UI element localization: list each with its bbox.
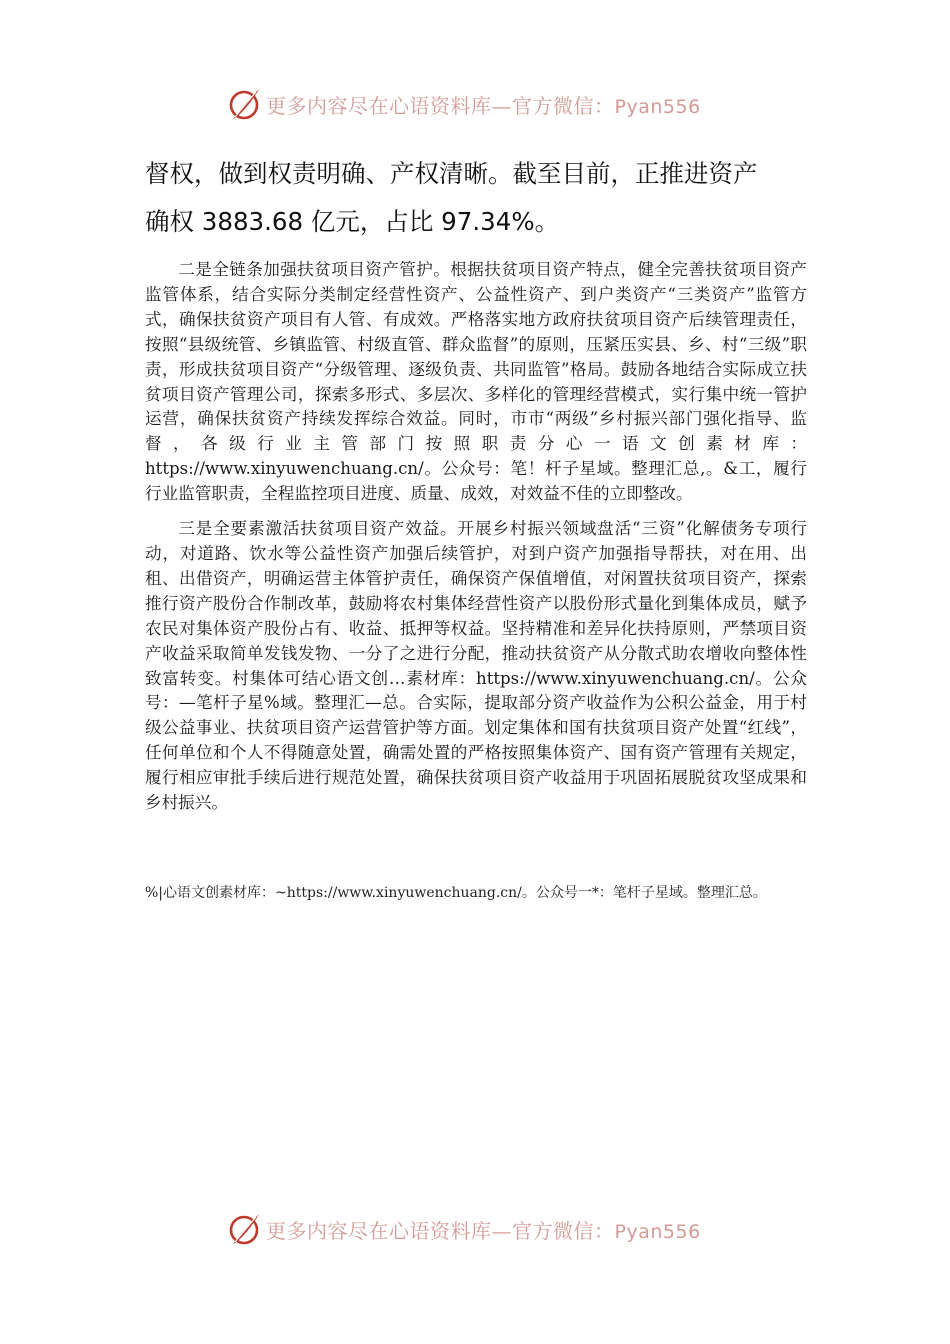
body-text [145,258,807,816]
paragraph: 二是全链条加强扶贫项目资产管护。根据扶贫项目资产特点，健全完善扶贫项目资产监管体系，结合实际分类制定经营性资产、公益性资产、到户类资产“三类资产”监管方式，确保扶贫资产项目有人管、有成效。严格落实地方政府扶贫项目资产后续管理责任，按照“县级统管、乡镇监管、村级直管、群众监督”的原则，压紧压实县、乡、村“三级”职责，形成扶贫项目资产“分级管理、逐级负责、共同监管”格局。鼓励各地结合实际成立扶贫项目资产管理公司，探索多形式、多层次、多样化的管理经营模式，实行集中统一管护运营，确保扶贫资产持续发挥综合效益。同时，市市“两级”乡村振兴部门强化指导、监督，各级行业主管部门按照职责分心一语文创素材库：https://www.xinyuwenchuang.cn/。公众号：笔！杆子星域。整理汇总,。&工，履行行业监管职责，全程监控项目进度、质量、成效，对效益不佳的立即整改。 [145,260,807,504]
lead-line: 确权 3883.68 亿元，占比 97.34%。 [145,207,560,236]
banner-handle: Pyan556 [614,1220,701,1243]
banner-handle: Pyan556 [614,95,701,118]
quill-pen-logo-icon [226,1211,262,1247]
paragraph: 三是全要素激活扶贫项目资产效益。开展乡村振兴领域盘活“三资”化解债务专项行动，对道路、饮水等公益性资产加强后续管护，对到户资产加强指导帮扶，对在用、出租、出借资产，明确运营主体管护责任，确保资产保值增值，对闲置扶贫项目资产，探索推行资产股份合作制改革，鼓励将农村集体经营性资产以股份形式量化到集体成员，赋予农民对集体资产股份占有、收益、抵押等权益。坚持精准和差异化扶持原则，严禁项目资产收益采取简单发钱发物、一分了之进行分配，推动扶贫资产从分散式助农增收向整体性致富转变。村集体可结心语文创…素材库：https://www.xinyuwenchuang.cn/。公众号：—笔杆子星%域。整理汇—总。合实际，提取部分资产收益作为公积公益金，用于村级公益事业、扶贫项目资产运营管护等方面。划定集体和国有扶贫项目资产处置“红线”，任何单位和个人不得随意处置，确需处置的严格按照集体资产、国有资产管理有关规定，履行相应审批手续后进行规范处置，确保扶贫项目资产收益用于巩固拓展脱贫攻坚成果和乡村振兴。 [145,519,807,813]
footnote: %|心语文创素材库：~https://www.xinyuwenchuang.cn/。公众号一*：笔杆子星域。整理汇总。 [145,885,767,901]
banner-text [266,1215,701,1244]
lead-text [145,150,825,246]
header-banner [226,84,746,124]
quill-pen-logo-icon [226,86,262,122]
banner-label: 更多内容尽在心语资料库—官方微信： [266,93,615,118]
footer-banner [226,1209,746,1249]
lead-line: 督权，做到权责明确、产权清晰。截至目前，正推进资产 [145,159,758,188]
banner-label: 更多内容尽在心语资料库—官方微信： [266,1218,615,1243]
banner-text [266,90,701,119]
